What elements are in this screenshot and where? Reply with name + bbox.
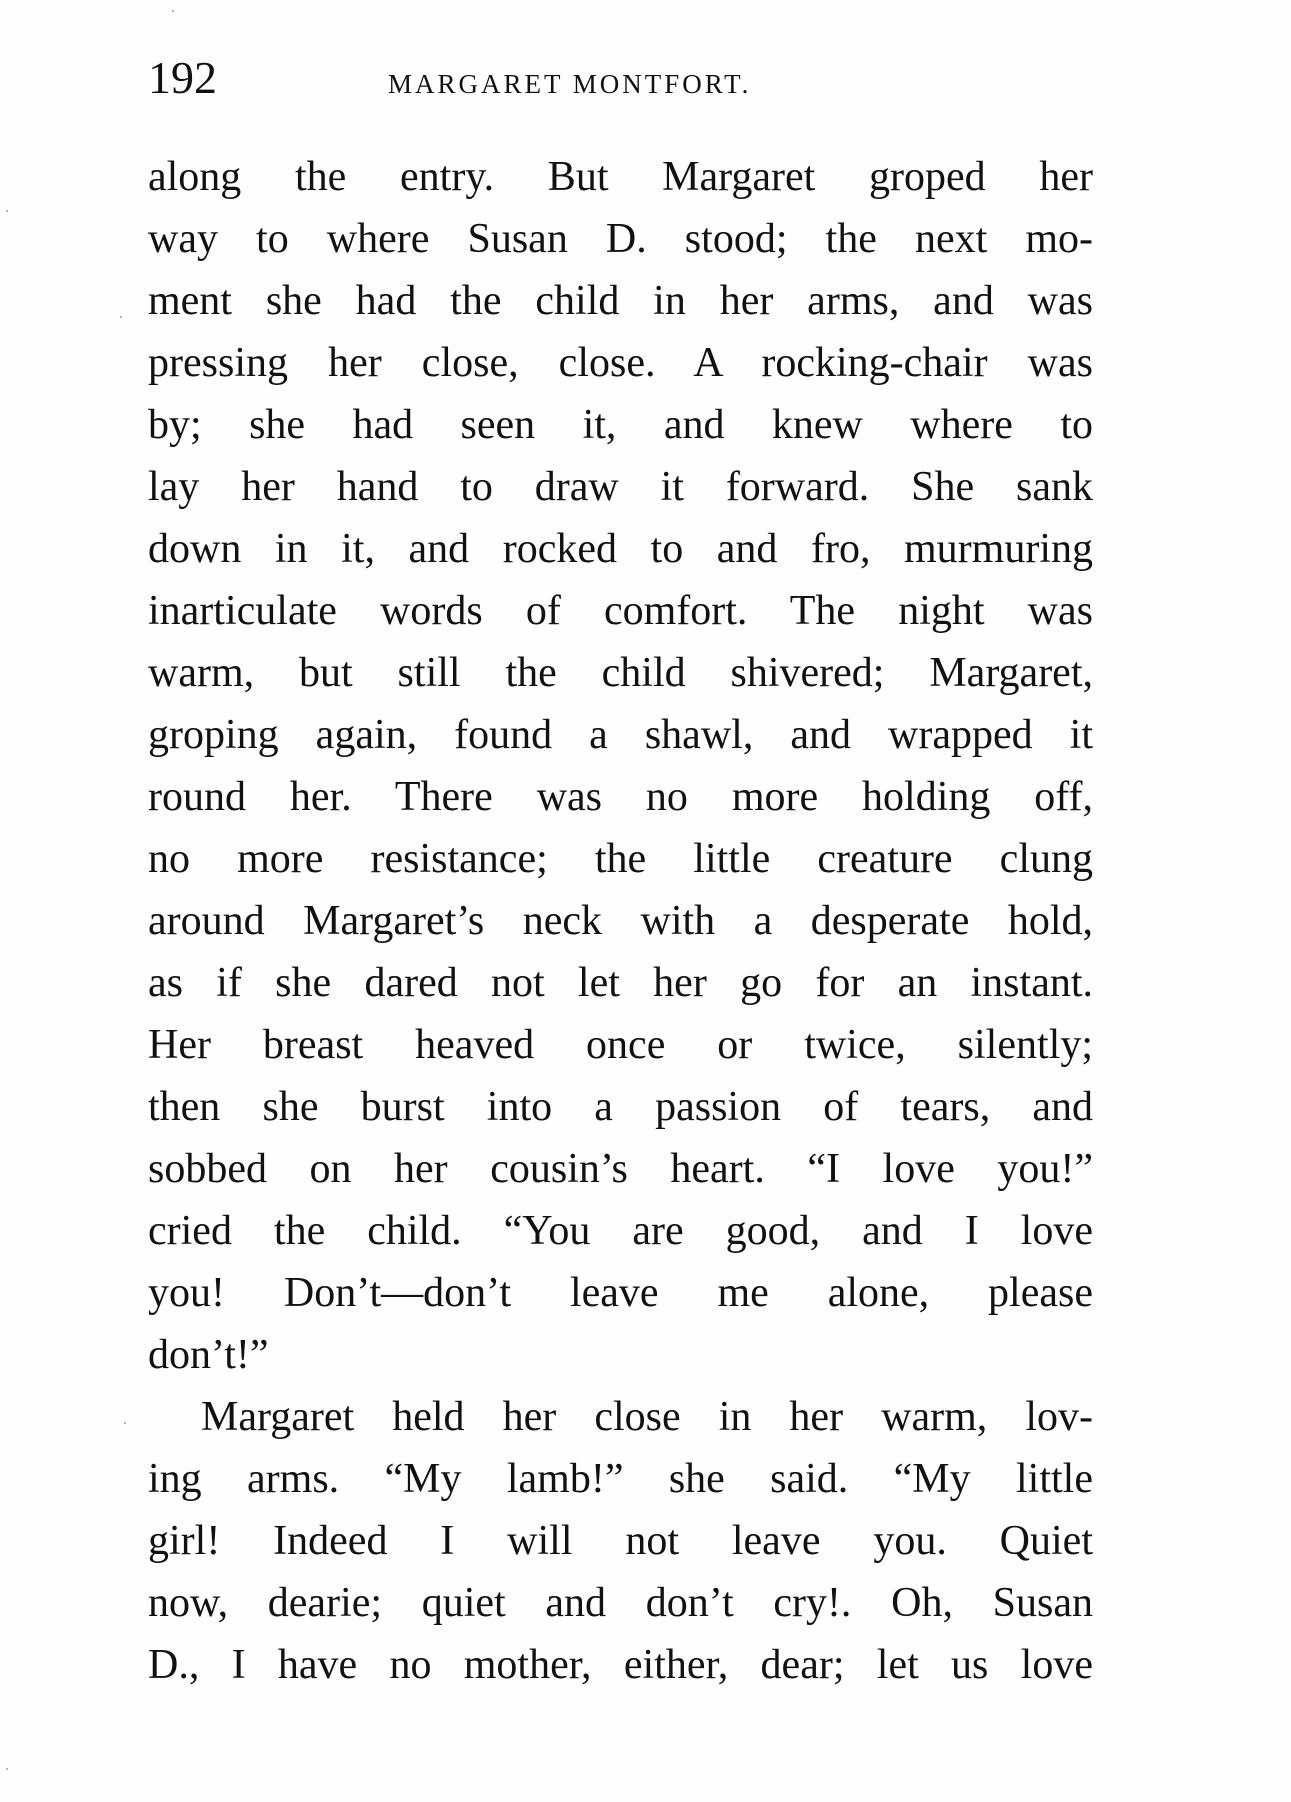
text-line: sobbed on her cousin’s heart. “I love you!”	[148, 1146, 1093, 1192]
text-line: girl! Indeed I will not leave you. Quiet	[148, 1518, 1093, 1564]
body-text	[148, 146, 1093, 1696]
text-line: by; she had seen it, and knew where to	[148, 402, 1093, 448]
text-line: round her. There was no more holding off,	[148, 774, 1093, 820]
text-line: Her breast heaved once or twice, silently;	[148, 1022, 1093, 1068]
text-line: as if she dared not let her go for an instant.	[148, 960, 1093, 1006]
text-line: no more resistance; the little creature clung	[148, 836, 1093, 882]
text-line: groping again, found a shawl, and wrapped it	[148, 712, 1093, 758]
text-line: D., I have no mother, either, dear; let us love	[148, 1642, 1093, 1688]
text-line: down in it, and rocked to and fro, murmuring	[148, 526, 1093, 572]
paper-speck	[6, 210, 8, 212]
text-line: around Margaret’s neck with a desperate hold,	[148, 898, 1093, 944]
text-line: don’t!”	[148, 1332, 269, 1378]
text-line: along the entry. But Margaret groped her	[148, 154, 1093, 200]
text-line: Margaret held her close in her warm, lov-	[201, 1394, 1093, 1440]
text-line: then she burst into a passion of tears, and	[148, 1084, 1093, 1130]
text-line: ing arms. “My lamb!” she said. “My little	[148, 1456, 1093, 1502]
paper-speck	[172, 10, 174, 12]
text-line: warm, but still the child shivered; Margaret,	[148, 650, 1093, 696]
text-line: lay her hand to draw it forward. She sank	[148, 464, 1093, 510]
text-line: inarticulate words of comfort. The night was	[148, 588, 1093, 634]
paper-speck	[6, 1768, 8, 1770]
paper-speck	[124, 1422, 126, 1424]
text-line: now, dearie; quiet and don’t cry!. Oh, Susan	[148, 1580, 1093, 1626]
running-title: MARGARET MONTFORT.	[388, 69, 752, 99]
page-header	[148, 48, 1093, 108]
text-line: ment she had the child in her arms, and was	[148, 278, 1093, 324]
text-line: pressing her close, close. A rocking-chair was	[148, 340, 1093, 386]
paper-speck	[120, 316, 122, 318]
text-line: you! Don’t—don’t leave me alone, please	[148, 1270, 1093, 1316]
page-number: 192	[148, 52, 217, 103]
text-line: cried the child. “You are good, and I love	[148, 1208, 1093, 1254]
text-line: way to where Susan D. stood; the next mo-	[148, 216, 1093, 262]
